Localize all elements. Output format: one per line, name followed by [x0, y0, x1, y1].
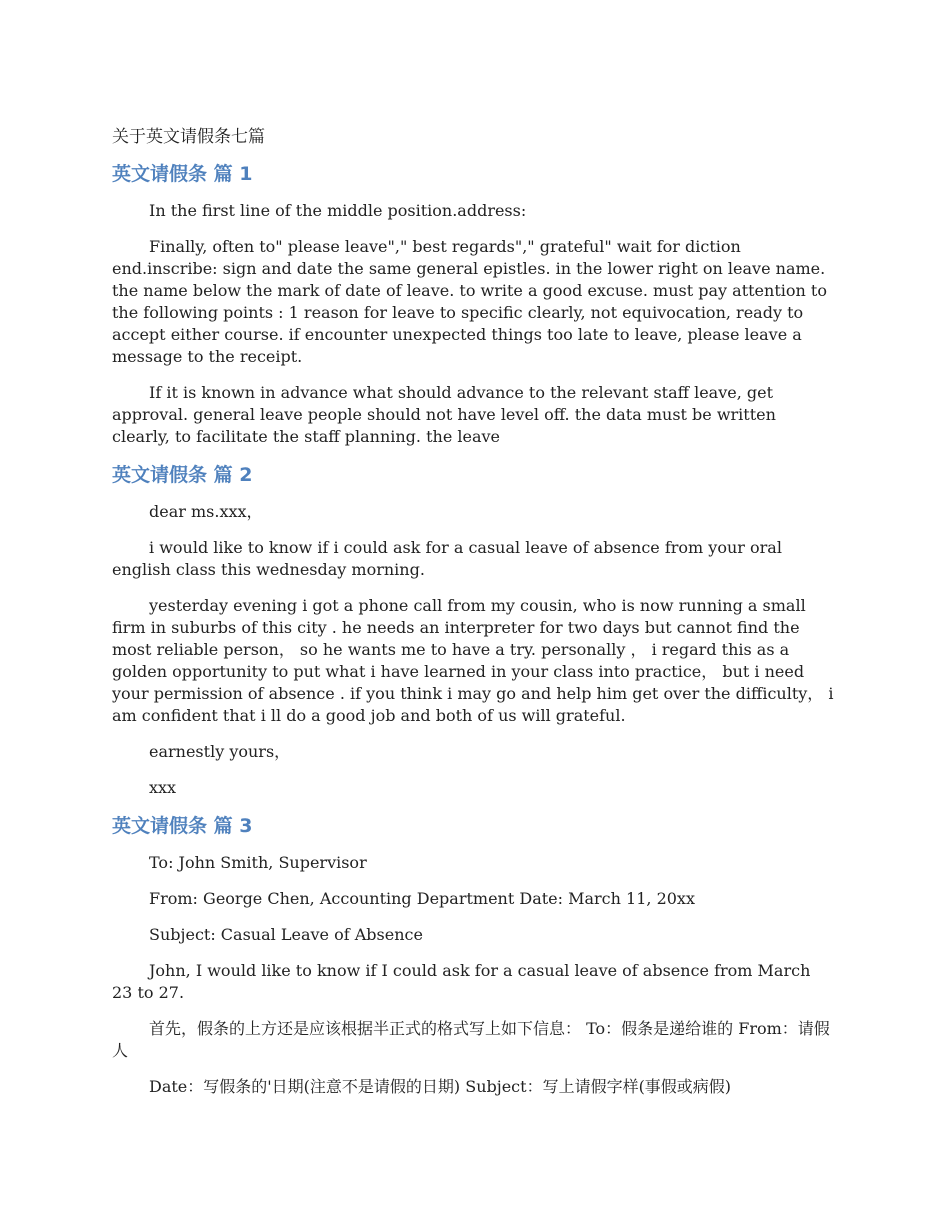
paragraph: earnestly yours， — [149, 742, 291, 761]
paragraph: i would like to know if i could ask for a casual leave of absence from your oral english class this wednesday morning. — [112, 538, 782, 579]
paragraph: 首先，假条的上方还是应该根据半正式的格式写上如下信息： To：假条是递给谁的 From：请假人 — [112, 1019, 830, 1060]
paragraph: Finally, often to" please leave"," best regards"," grateful" wait for diction end.inscribe: sign and date the same general epistles. in the lower right on leave name. the name below the mark of date of leave. to write a good excuse. must pay attention to the following points : 1 reason for leave to specific clearly, not equivocation, ready to accept either course. if encounter unexpected things too late to leave, please leave a message to the receipt. — [112, 237, 827, 366]
paragraph: If it is known in advance what should advance to the relevant staff leave, get approval. general leave people should not have level off. the data must be written clearly, to facilitate the staff planning. the leave — [112, 383, 776, 446]
section-heading: 英文请假条 篇 1 — [112, 163, 253, 185]
document-title: 关于英文请假条七篇 — [112, 127, 265, 147]
paragraph: John, I would like to know if I could ask for a casual leave of absence from March 23 to 27. — [112, 961, 811, 1002]
section-heading: 英文请假条 篇 3 — [112, 815, 253, 837]
paragraph: dear ms.xxx， — [149, 502, 263, 521]
paragraph: Subject: Casual Leave of Absence — [149, 925, 423, 944]
paragraph: yesterday evening i got a phone call from my cousin, who is now running a small firm in suburbs of this city . he needs an interpreter for two days but cannot find the most reliable person， so he wants me to have a try. personally ， i regard this as a golden opportunity to put what i have learned in your class into practice， but i need your permission of absence . if you think i may go and help him get over the difficulty， i am confident that i ll do a good job and both of us will grateful. — [112, 596, 834, 725]
paragraph: In the first line of the middle position.address: — [149, 201, 527, 220]
paragraph: Date：写假条的'日期(注意不是请假的日期) Subject：写上请假字样(事假或病假) — [149, 1077, 732, 1096]
section-3 — [112, 813, 834, 1098]
section-2 — [112, 462, 834, 799]
paragraph: From: George Chen, Accounting Department Date: March 11, 20xx — [149, 889, 695, 908]
paragraph: To: John Smith, Supervisor — [149, 853, 367, 872]
section-heading: 英文请假条 篇 2 — [112, 464, 253, 486]
document-page — [112, 118, 834, 1112]
section-1 — [112, 161, 834, 448]
paragraph: xxx — [149, 778, 177, 797]
